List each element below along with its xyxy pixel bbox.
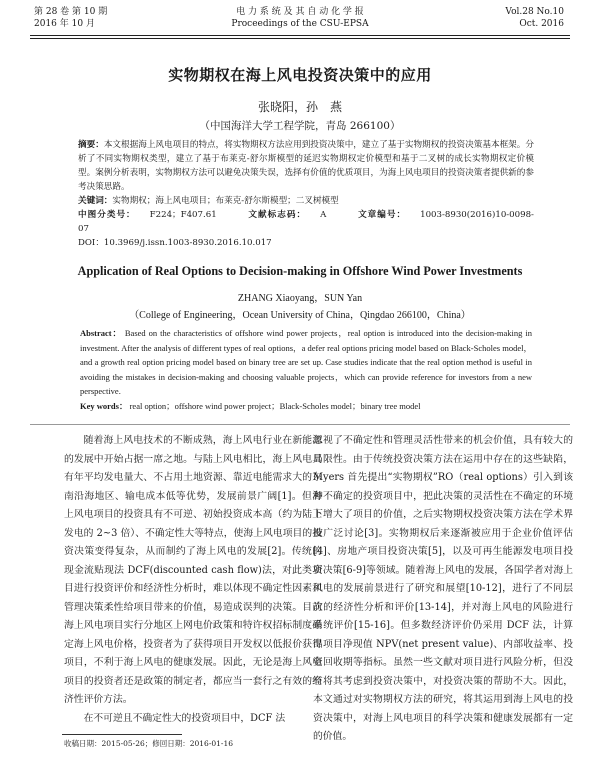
keywords-label-en: Key words： xyxy=(80,400,128,411)
issue-date: 2016 年 10 月 xyxy=(34,19,95,29)
keywords-text-en: real option；offshore wind power project；Black-Scholes model；binary tree model xyxy=(129,400,421,411)
classification-ids xyxy=(78,208,534,236)
body-column-left xyxy=(64,432,322,728)
doi: DOI：10.3969/j.issn.1003-8930.2016.10.017 xyxy=(78,238,272,248)
paper-title-en: Application of Real Options to Decision-making in Offshore Wind Power Investments xyxy=(77,264,523,278)
clc-value: F224；F407.61 xyxy=(149,210,217,220)
document-code-label: 文献标志码： xyxy=(248,210,307,220)
keywords-label-cn: 关键词： xyxy=(78,196,113,206)
header-rule-thin xyxy=(30,38,570,39)
journal-name-en: Proceedings of the CSU-EPSA xyxy=(231,19,369,29)
abstract-text-cn: 本文根据海上风电项目的特点，将实物期权方法应用到投资决策中，建立了基于实物期权的投资决策基本框架。分析了不同实物期权类型，建立了基于布莱克-舒尔斯模型的延迟实物期权定价模型和基于二叉树的成长实物期权定价模型。案例分析表明，实物期权方法可以避免决策失误，选择有价值的优质项目，为海上风电项目的投资决策者提供新的参考决策思路。 xyxy=(78,140,534,192)
authors-en: ZHANG Xiaoyang，SUN Yan xyxy=(237,293,363,304)
body-paragraph: 忽视了不确定性和管理灵活性带来的机会价值，具有较大的局限性。由于传统投资决策方法在运用中存在的这些缺陷，Myers 首先提出“实物期权”RO（real options）引入到该种不确定的投资项目中，把此决策的灵活性在不确定的环境下增大了项目的价值，之后实物期权投资决策方法在学术界被广泛讨论[3]。实物期权后来逐渐被应用于企业价值评估[4]、房地产项目投资决策[5]，以及可再生能源发电项目投资决策[6-9]等领域。随着海上风电的发展，各国学者对海上风电的发展前景进行了研究和展望[10-12]，进行了不同层次的经济性分析和评价[13-14]，并对海上风电的风险进行系统评价[15-16]。但多数经济评价仍采用 DCF 法，计算出项目净现值 NPV(net present value)、内部收益率、投资回收期等指标。虽然一些文献对项目进行风险分析，但没有将其考虑到投资决策中，对投资决策的帮助不大。因此，本文通过对实物期权方法的研究，将其运用到海上风电的投资决策中，对海上风电项目的科学决策和健康发展都有一定的价值。 xyxy=(313,435,573,742)
affiliation-cn: （中国海洋大学工程学院，青岛 266100） xyxy=(199,120,401,132)
authors-cn: 张晓阳，孙 燕 xyxy=(257,100,342,114)
abstract-text-en: Based on the characteristics of offshore wind power projects，real option is introduced into the decision-making in investment. After the analysis of different types of real options，a defer real options pricing model based on Black-Scholes model，and a growth real option pricing model based on binary tree are set up. Case studies indicate that the real option method is useful in avoiding the mistakes in decision-making and choosing valuable projects，which can provide reference for investors from a new perspective. xyxy=(80,328,533,396)
clc-label: 中图分类号： xyxy=(78,210,136,220)
volume-issue-en: Vol.28 No.10 xyxy=(505,7,564,17)
footnote-rule xyxy=(62,734,182,735)
abstract-cn xyxy=(78,138,534,194)
journal-volume-en xyxy=(505,6,564,30)
journal-name-cn: 电 力 系 统 及 其 自 动 化 学 报 xyxy=(236,7,364,17)
abstract-label-cn: 摘要： xyxy=(78,140,104,150)
abstract-label-en: Abstract： xyxy=(80,328,122,338)
paper-title-cn: 实物期权在海上风电投资决策中的应用 xyxy=(168,66,432,84)
header-rule-thick xyxy=(30,35,570,36)
received-date-footnote: 收稿日期：2015-05-26；修回日期：2016-01-16 xyxy=(64,739,233,748)
affiliation-en: （College of Engineering，Ocean University of China，Qingdao 266100，China） xyxy=(129,310,471,321)
abstract-block-cn xyxy=(78,138,534,250)
volume-issue: 第 28 卷 第 10 期 xyxy=(34,7,108,17)
article-number-label: 文章编号： xyxy=(358,210,407,220)
abstract-en xyxy=(80,326,532,399)
body-paragraph: 在不可逆且不确定性大的投资项目中，DCF 法 xyxy=(83,712,286,724)
article-number-value: 1003-8930(2016)10-0098-07 xyxy=(78,210,534,234)
clc-number xyxy=(78,210,231,220)
body-paragraph: 随着海上风电技术的不断成熟，海上风电行业在新能源的发展中开始占据一席之地。与陆上风电相比，海上风电具有年平均发电量大、不占用土地资源、靠近电能需求大的东南沿海地区、输电成本低等优势，发展前景广阔[1]。但海上风电项目的投资具有不可逆、初始投资成本高（约为陆上发电的 2~3 倍）、不确定性大等特点，使海上风电项目的投资决策变得复杂，从而制约了海上风电的发展[2]。传统的现金流贴现法 DCF(discounted cash flow)法，对此类项目进行投资评价和经济性分析时，难以体现不确定性因素和管理决策柔性给项目带来的价值，易造成误判的决策。目前海上风电项目实行分地区上网电价政策和特许权招标制度确定海上风电价格，投资者为了获得项目开发权以低报价获得项目，不利于海上风电的健康发展。因此，无论是海上风电项目的投资者还是政策的制定者，都应当一套行之有效的经济性评价方法。 xyxy=(64,435,322,705)
body-column-right xyxy=(313,432,573,747)
document-code-value: A xyxy=(320,210,327,220)
running-header xyxy=(0,6,600,38)
abstract-block-en xyxy=(80,326,532,413)
issue-date-en: Oct. 2016 xyxy=(519,19,564,29)
keywords-text-cn: 实物期权；海上风电项目；布莱克-舒尔斯模型；二叉树模型 xyxy=(112,196,339,206)
keywords-cn xyxy=(78,194,534,208)
keywords-en xyxy=(80,399,532,414)
section-divider xyxy=(30,424,570,425)
document-code xyxy=(248,210,340,220)
